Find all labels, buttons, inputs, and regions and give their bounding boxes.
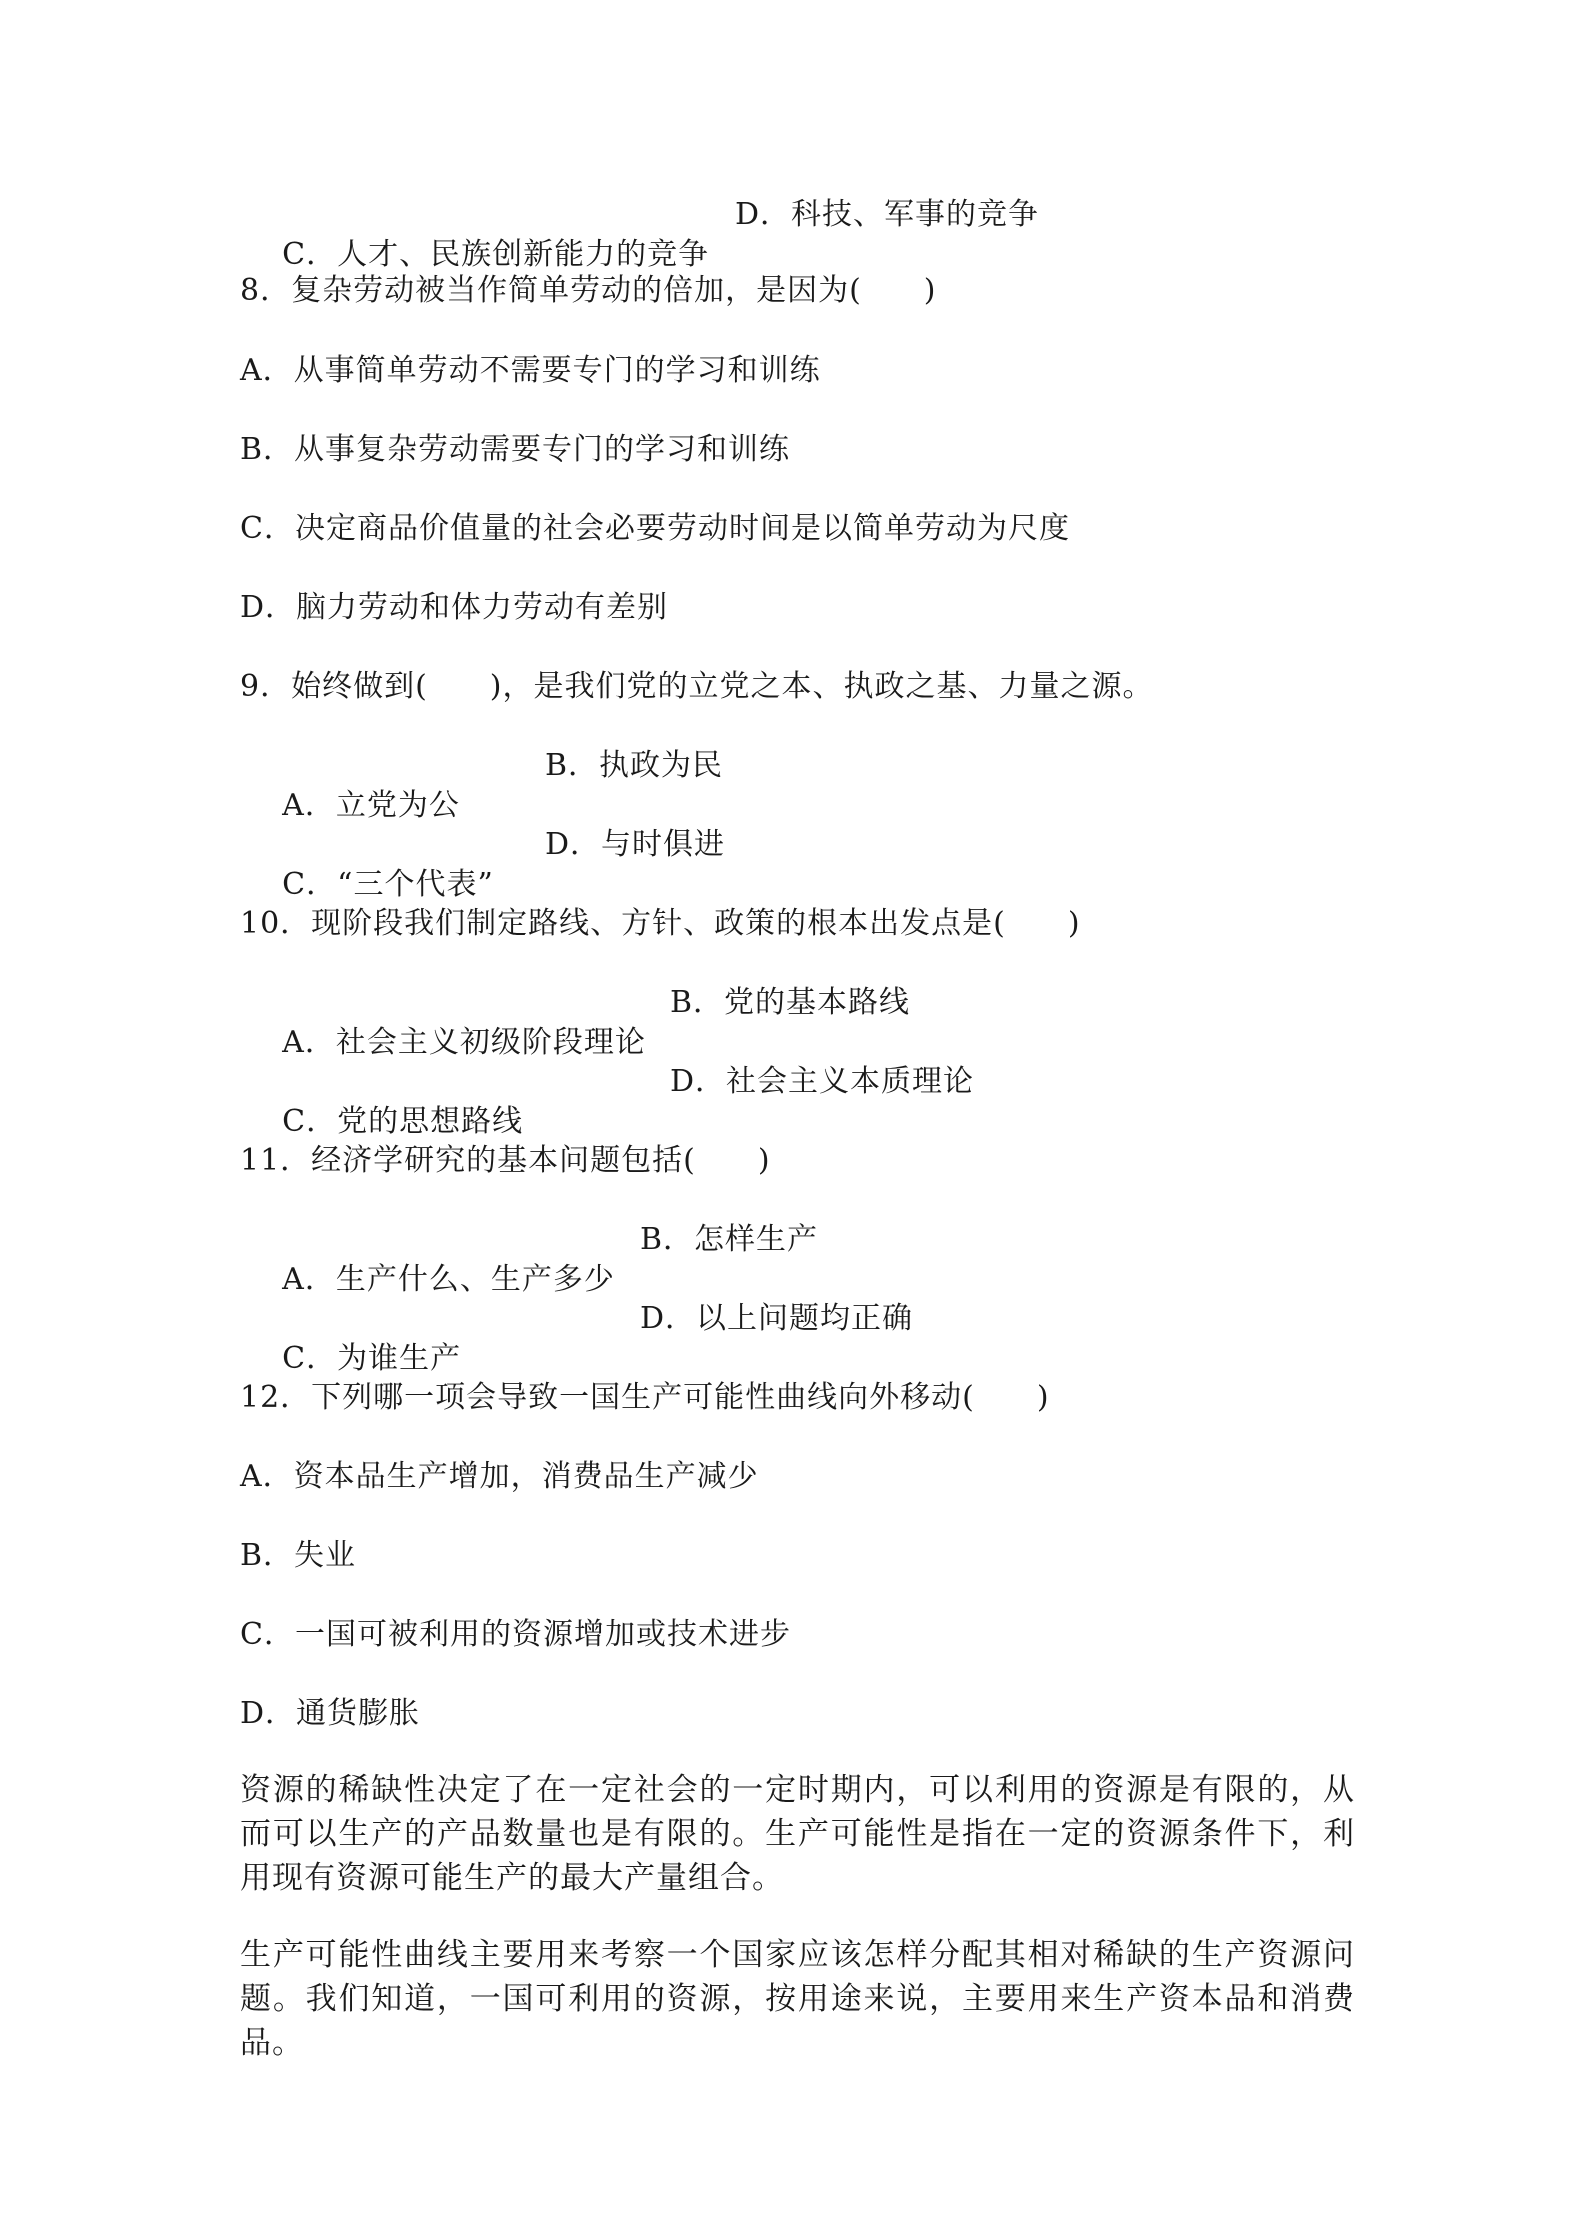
q11-option-b: B．怎样生产 [640,1222,819,1257]
q8-option-c: C．决定商品价值量的社会必要劳动时间是以简单劳动为尺度 [240,511,1070,546]
q9-option-b: B．执政为民 [545,748,724,783]
q7-option-c: C．人才、民族创新能力的竞争 [282,237,710,272]
explanation-paragraph-1: 资源的稀缺性决定了在一定社会的一定时期内，可以利用的资源是有限的，从而可以生产的产品数量也是有限的。生产可能性是指在一定的资源条件下，利用现有资源可能生产的最大产量组合。 [240,1772,1355,1896]
q12-option-b: B．失业 [240,1538,357,1573]
q10-stem: 10．现阶段我们制定路线、方针、政策的根本出发点是( ) [240,906,1081,941]
q8-stem: 8．复杂劳动被当作简单劳动的倍加，是因为( ) [240,273,937,308]
q11-option-d: D．以上问题均正确 [640,1301,914,1336]
q12-option-c: C．一国可被利用的资源增加或技术进步 [240,1617,791,1652]
q8-option-b: B．从事复杂劳动需要专门的学习和训练 [240,432,791,467]
q10-option-d: D．社会主义本质理论 [670,1064,975,1099]
q12-stem: 12．下列哪一项会导致一国生产可能性曲线向外移动( ) [240,1380,1050,1415]
q8-option-a: A．从事简单劳动不需要专门的学习和训练 [240,353,821,388]
q10-option-c: C．党的思想路线 [282,1104,524,1139]
q11-stem: 11．经济学研究的基本问题包括( ) [240,1143,771,1178]
q10-option-a: A．社会主义初级阶段理论 [282,1025,646,1060]
q11-option-a: A．生产什么、生产多少 [282,1262,615,1297]
q12-option-d: D．通货膨胀 [240,1696,421,1731]
q7-option-d: D．科技、军事的竞争 [735,197,1040,232]
explanation-paragraph-2: 生产可能性曲线主要用来考察一个国家应该怎样分配其相对稀缺的生产资源问题。我们知道，一国可利用的资源，按用途来说，主要用来生产资本品和消费品。 [240,1937,1355,2061]
q8-option-d: D．脑力劳动和体力劳动有差别 [240,590,669,625]
q9-option-a: A．立党为公 [282,788,460,823]
q9-stem: 9．始终做到( )，是我们党的立党之本、执政之基、力量之源。 [240,669,1154,704]
q12-option-a: A．资本品生产增加，消费品生产减少 [240,1459,759,1494]
q11-option-c: C．为谁生产 [282,1341,462,1376]
q9-option-c: C．“三个代表” [282,867,494,902]
q9-option-d: D．与时俱进 [545,827,726,862]
q10-option-b: B．党的基本路线 [670,985,911,1020]
